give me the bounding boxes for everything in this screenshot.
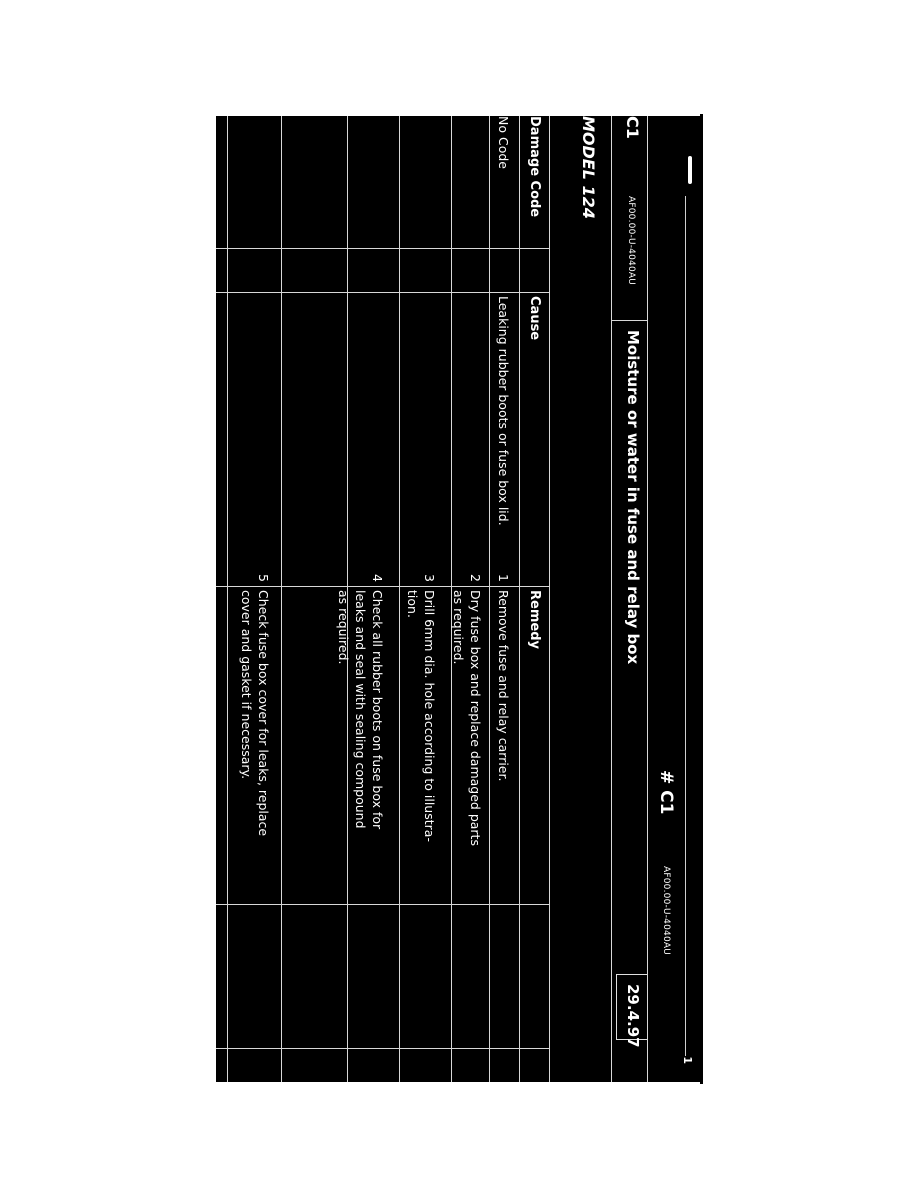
remedy-line: Remove fuse and relay carrier. <box>496 590 511 782</box>
title-rule-bottom <box>611 116 612 1082</box>
remedy-line: Dry fuse box and replace damaged parts <box>468 590 483 846</box>
right-reference: AF00.00-U-4040AU <box>661 866 671 956</box>
cause-cell: Leaking rubber boots or fuse box lid. <box>496 296 511 526</box>
table-rule <box>281 116 282 1082</box>
page-title: Moisture or water in fuse and relay box <box>624 330 642 665</box>
scan-mark <box>688 156 692 184</box>
column-divider <box>216 292 550 293</box>
remedy-line: tion. <box>405 590 420 618</box>
table-rule <box>519 116 520 1082</box>
damage-code-cell: No Code <box>496 116 511 169</box>
table-rule <box>227 116 228 1082</box>
rotated-page-content <box>216 116 700 1082</box>
remedy-line: Check all rubber boots on fuse box for <box>370 590 385 830</box>
remedy-line: Drill 6mm dia. hole according to illustra- <box>422 590 437 842</box>
date: 29.4.97 <box>624 984 642 1048</box>
table-rule <box>549 116 550 1082</box>
model-label: MODEL 124 <box>579 116 598 219</box>
scanned-page <box>216 116 700 1082</box>
title-divider <box>612 320 648 321</box>
remedy-number: 5 <box>256 574 271 582</box>
remedy-line: leaks and seal with sealing compound <box>353 590 368 829</box>
page-number: 1 <box>681 1056 694 1064</box>
remedy-number: 2 <box>468 574 483 582</box>
remedy-number: 3 <box>422 574 437 582</box>
column-divider <box>216 248 550 249</box>
column-divider <box>216 904 550 905</box>
remedy-line: as required. <box>336 590 351 665</box>
table-rule <box>399 116 400 1082</box>
header-code: # C1 <box>656 770 676 815</box>
header-cause: Cause <box>527 296 542 341</box>
code-label: C1 <box>623 116 642 139</box>
top-rule <box>685 196 686 1056</box>
page-edge-rule <box>700 114 703 1084</box>
table-rule <box>489 116 490 1082</box>
remedy-number: 1 <box>496 574 511 582</box>
title-rule-top <box>647 116 648 1082</box>
remedy-line: Check fuse box cover for leaks, replace <box>256 590 271 837</box>
remedy-line: as required. <box>451 590 466 665</box>
left-reference: AF00.00-U-4040AU <box>626 196 636 286</box>
remedy-line: cover and gasket if necessary. <box>239 590 254 780</box>
header-remedy: Remedy <box>527 590 542 649</box>
remedy-number: 4 <box>370 574 385 582</box>
header-damage-code: Damage Code <box>527 116 542 218</box>
column-divider <box>216 1048 550 1049</box>
